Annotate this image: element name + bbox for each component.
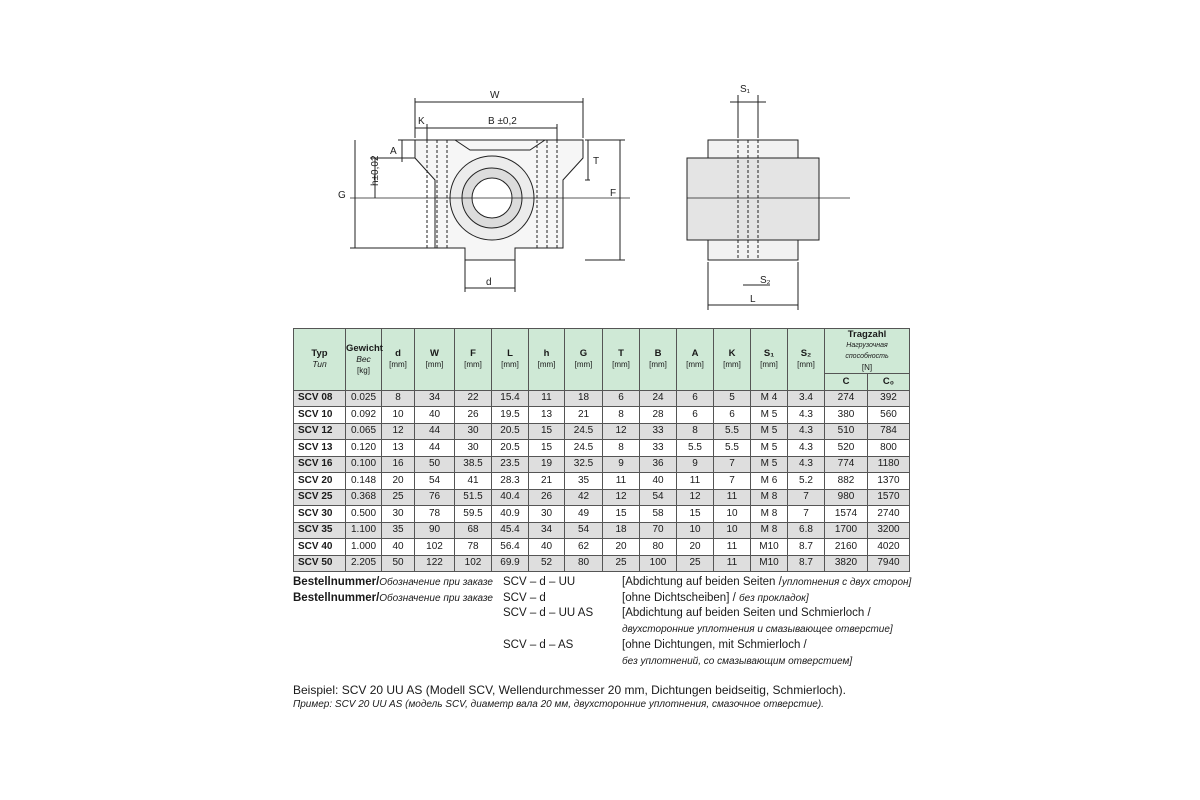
table-cell: 11 — [677, 473, 714, 490]
example-de: Beispiel: SCV 20 UU AS (Modell SCV, Wellendurchmesser 20 mm, Dichtungen beidseitig, Schmierloch). — [293, 683, 846, 697]
header-d: d [mm] — [382, 329, 415, 391]
table-row — [294, 456, 910, 473]
header-t: T [mm] — [603, 329, 640, 391]
table-cell: 0.065 — [346, 423, 382, 440]
table-cell: 44 — [415, 423, 455, 440]
dim-f: F — [610, 188, 617, 199]
table-cell: 2.205 — [346, 555, 382, 572]
table-cell: 12 — [382, 423, 415, 440]
order-code-uuas: SCV – d – UU AS — [503, 607, 594, 619]
table-cell: 76 — [415, 489, 455, 506]
table-cell-type: SCV 12 — [294, 423, 346, 440]
order-desc-as-ru: без уплотнений, со смазывающим отверстием] — [622, 656, 853, 667]
table-cell: 36 — [640, 456, 677, 473]
spec-table — [293, 328, 910, 572]
table-cell: 774 — [825, 456, 868, 473]
table-cell: 13 — [382, 440, 415, 457]
table-cell: 102 — [415, 539, 455, 556]
table-cell: 10 — [677, 522, 714, 539]
table-cell: 800 — [868, 440, 910, 457]
table-cell: 3200 — [868, 522, 910, 539]
table-row — [294, 539, 910, 556]
table-cell: 7 — [714, 456, 751, 473]
table-cell: 4020 — [868, 539, 910, 556]
table-cell-type: SCV 10 — [294, 407, 346, 424]
table-cell: 510 — [825, 423, 868, 440]
table-cell: M 5 — [751, 407, 788, 424]
table-cell: 6 — [714, 407, 751, 424]
table-cell: 0.092 — [346, 407, 382, 424]
table-cell: 11 — [714, 555, 751, 572]
table-cell: 6 — [677, 390, 714, 407]
header-c: C — [825, 374, 868, 391]
table-cell: 380 — [825, 407, 868, 424]
dim-a: A — [390, 146, 397, 157]
table-cell: 20 — [603, 539, 640, 556]
table-cell: 24.5 — [565, 423, 603, 440]
table-cell-type: SCV 40 — [294, 539, 346, 556]
table-cell: 15.4 — [492, 390, 529, 407]
table-cell: 12 — [603, 489, 640, 506]
table-cell: M 8 — [751, 506, 788, 523]
header-l: L [mm] — [492, 329, 529, 391]
table-cell: 8 — [677, 423, 714, 440]
technical-drawings — [330, 80, 860, 320]
order-label-1: Bestellnummer/Обозначение при заказе — [293, 576, 493, 588]
order-desc-uuas-ru: двухсторонние уплотнения и смазывающее отверстие] — [622, 624, 893, 635]
table-cell: 7940 — [868, 555, 910, 572]
table-cell: 41 — [455, 473, 492, 490]
table-cell: 20 — [677, 539, 714, 556]
table-cell: 78 — [455, 539, 492, 556]
table-cell: 16 — [382, 456, 415, 473]
header-load: Tragzahl Нагрузочная способность [N] — [825, 329, 910, 374]
table-cell: 15 — [677, 506, 714, 523]
table-cell: 49 — [565, 506, 603, 523]
table-cell: 25 — [382, 489, 415, 506]
table-cell: 69.9 — [492, 555, 529, 572]
table-cell: 22 — [455, 390, 492, 407]
table-cell: 51.5 — [455, 489, 492, 506]
dim-t: T — [593, 156, 600, 167]
table-cell: 33 — [640, 423, 677, 440]
dim-l: L — [750, 294, 756, 305]
table-cell: 20.5 — [492, 440, 529, 457]
table-cell: 34 — [529, 522, 565, 539]
table-cell: 20.5 — [492, 423, 529, 440]
table-cell: 35 — [382, 522, 415, 539]
table-cell: 25 — [677, 555, 714, 572]
table-cell: 10 — [714, 506, 751, 523]
table-cell-type: SCV 50 — [294, 555, 346, 572]
table-cell: 78 — [415, 506, 455, 523]
table-cell: 100 — [640, 555, 677, 572]
order-desc-plain: [ohne Dichtscheiben] / без прокладок] — [622, 592, 809, 604]
table-cell: 6.8 — [788, 522, 825, 539]
table-cell: 15 — [603, 506, 640, 523]
table-row — [294, 390, 910, 407]
header-weight: Gewicht Вес [kg] — [346, 329, 382, 391]
table-cell: 1180 — [868, 456, 910, 473]
table-cell: 40.9 — [492, 506, 529, 523]
table-cell: 1570 — [868, 489, 910, 506]
table-cell: 21 — [529, 473, 565, 490]
table-cell: 520 — [825, 440, 868, 457]
table-cell: 0.148 — [346, 473, 382, 490]
table-row — [294, 473, 910, 490]
order-desc-as: [ohne Dichtungen, mit Schmierloch / — [622, 639, 807, 651]
table-cell: 0.120 — [346, 440, 382, 457]
table-cell: M10 — [751, 555, 788, 572]
table-cell-type: SCV 13 — [294, 440, 346, 457]
table-cell: 1.000 — [346, 539, 382, 556]
table-cell: 7 — [714, 473, 751, 490]
table-cell: 980 — [825, 489, 868, 506]
table-cell: 18 — [603, 522, 640, 539]
example-ru: Пример: SCV 20 UU AS (модель SCV, диаметр вала 20 мм, двухсторонние уплотнения, смазочное отверстие). — [293, 699, 824, 710]
table-cell: 52 — [529, 555, 565, 572]
order-desc-uuas: [Abdichtung auf beiden Seiten und Schmierloch / — [622, 607, 871, 619]
table-cell: 13 — [529, 407, 565, 424]
table-row — [294, 440, 910, 457]
header-b: B [mm] — [640, 329, 677, 391]
table-cell: 10 — [714, 522, 751, 539]
table-cell: 54 — [565, 522, 603, 539]
table-cell: 560 — [868, 407, 910, 424]
table-cell: 40 — [382, 539, 415, 556]
header-s1: S₁ [mm] — [751, 329, 788, 391]
table-cell: 9 — [603, 456, 640, 473]
table-cell: 2740 — [868, 506, 910, 523]
table-cell: 56.4 — [492, 539, 529, 556]
table-cell: 45.4 — [492, 522, 529, 539]
table-cell: 392 — [868, 390, 910, 407]
table-cell: M 4 — [751, 390, 788, 407]
order-desc-uu: [Abdichtung auf beiden Seiten /уплотнения с двух сторон] — [622, 576, 912, 588]
table-cell: 80 — [565, 555, 603, 572]
table-cell: 0.025 — [346, 390, 382, 407]
table-cell: 274 — [825, 390, 868, 407]
table-cell: 62 — [565, 539, 603, 556]
table-cell: 20 — [382, 473, 415, 490]
table-cell: 12 — [677, 489, 714, 506]
table-cell: 59.5 — [455, 506, 492, 523]
table-cell: 5.2 — [788, 473, 825, 490]
table-cell: 6 — [603, 390, 640, 407]
table-cell: 1700 — [825, 522, 868, 539]
table-cell: 23.5 — [492, 456, 529, 473]
table-cell: 21 — [565, 407, 603, 424]
table-cell-type: SCV 30 — [294, 506, 346, 523]
dim-d: d — [486, 277, 492, 288]
table-cell: 40 — [415, 407, 455, 424]
table-cell: 7 — [788, 489, 825, 506]
table-cell: 1.100 — [346, 522, 382, 539]
table-cell: 102 — [455, 555, 492, 572]
table-cell: 7 — [788, 506, 825, 523]
table-cell: 54 — [640, 489, 677, 506]
table-cell: 28.3 — [492, 473, 529, 490]
header-a: A [mm] — [677, 329, 714, 391]
order-code-plain: SCV – d — [503, 592, 546, 604]
table-cell: 50 — [382, 555, 415, 572]
table-cell: 38.5 — [455, 456, 492, 473]
spec-table-body — [294, 390, 910, 572]
table-cell: 54 — [415, 473, 455, 490]
dim-w: W — [490, 90, 500, 101]
table-cell: 24 — [640, 390, 677, 407]
table-cell: 11 — [529, 390, 565, 407]
table-cell: 50 — [415, 456, 455, 473]
header-h: h [mm] — [529, 329, 565, 391]
table-cell: 882 — [825, 473, 868, 490]
table-cell: 3.4 — [788, 390, 825, 407]
header-c0: C₀ — [868, 374, 910, 391]
table-cell: 15 — [529, 440, 565, 457]
table-cell: 12 — [603, 423, 640, 440]
table-cell: 8.7 — [788, 555, 825, 572]
table-cell: 8.7 — [788, 539, 825, 556]
table-cell: 5.5 — [714, 440, 751, 457]
header-type: Typ Тип — [294, 329, 346, 391]
table-cell: 30 — [382, 506, 415, 523]
table-cell: 90 — [415, 522, 455, 539]
table-cell: 44 — [415, 440, 455, 457]
table-cell: 4.3 — [788, 440, 825, 457]
table-cell: 8 — [603, 407, 640, 424]
dim-k: K — [418, 116, 425, 127]
order-code-uu: SCV – d – UU — [503, 576, 576, 588]
table-cell: 11 — [714, 539, 751, 556]
table-cell: 40 — [529, 539, 565, 556]
dim-h: h±0,02 — [370, 155, 381, 186]
table-cell: 40.4 — [492, 489, 529, 506]
table-cell: 30 — [455, 423, 492, 440]
table-cell: 40 — [640, 473, 677, 490]
table-cell: 0.368 — [346, 489, 382, 506]
table-cell: 30 — [529, 506, 565, 523]
table-cell: M10 — [751, 539, 788, 556]
table-cell: 1370 — [868, 473, 910, 490]
table-cell: 26 — [529, 489, 565, 506]
table-cell: M 5 — [751, 423, 788, 440]
dim-s1: S₁ — [740, 84, 751, 95]
table-cell: M 5 — [751, 456, 788, 473]
table-cell: 34 — [415, 390, 455, 407]
table-cell-type: SCV 16 — [294, 456, 346, 473]
table-cell-type: SCV 35 — [294, 522, 346, 539]
table-cell: 9 — [677, 456, 714, 473]
table-cell: 32.5 — [565, 456, 603, 473]
header-s2: S₂ [mm] — [788, 329, 825, 391]
table-cell: M 8 — [751, 489, 788, 506]
table-cell: 0.500 — [346, 506, 382, 523]
table-row — [294, 423, 910, 440]
drawing-svg — [330, 80, 860, 320]
table-cell: 3820 — [825, 555, 868, 572]
header-k: K [mm] — [714, 329, 751, 391]
table-cell: 2160 — [825, 539, 868, 556]
table-cell: 33 — [640, 440, 677, 457]
table-cell: 26 — [455, 407, 492, 424]
table-cell: 4.3 — [788, 456, 825, 473]
table-cell: 25 — [603, 555, 640, 572]
table-cell: 42 — [565, 489, 603, 506]
table-cell: 28 — [640, 407, 677, 424]
table-cell: 122 — [415, 555, 455, 572]
table-cell: M 5 — [751, 440, 788, 457]
table-row — [294, 489, 910, 506]
table-cell: 68 — [455, 522, 492, 539]
dim-b: B ±0,2 — [488, 116, 517, 127]
table-cell-type: SCV 25 — [294, 489, 346, 506]
table-cell: 80 — [640, 539, 677, 556]
table-cell: 70 — [640, 522, 677, 539]
table-cell: M 8 — [751, 522, 788, 539]
table-row — [294, 555, 910, 572]
table-cell: 24.5 — [565, 440, 603, 457]
table-cell: 19.5 — [492, 407, 529, 424]
order-label-2: Bestellnummer/Обозначение при заказе — [293, 592, 493, 604]
table-row — [294, 506, 910, 523]
table-cell: M 6 — [751, 473, 788, 490]
table-cell: 784 — [868, 423, 910, 440]
table-cell-type: SCV 20 — [294, 473, 346, 490]
header-g: G [mm] — [565, 329, 603, 391]
table-cell: 8 — [382, 390, 415, 407]
table-cell: 30 — [455, 440, 492, 457]
table-cell: 58 — [640, 506, 677, 523]
dim-g: G — [338, 190, 346, 201]
header-f: F [mm] — [455, 329, 492, 391]
table-cell: 6 — [677, 407, 714, 424]
table-cell: 35 — [565, 473, 603, 490]
table-cell: 8 — [603, 440, 640, 457]
table-cell-type: SCV 08 — [294, 390, 346, 407]
table-cell: 1574 — [825, 506, 868, 523]
table-cell: 11 — [714, 489, 751, 506]
order-code-as: SCV – d – AS — [503, 639, 574, 651]
table-cell: 5.5 — [677, 440, 714, 457]
table-row — [294, 522, 910, 539]
table-cell: 5.5 — [714, 423, 751, 440]
dim-s2: S₂ — [760, 275, 771, 286]
table-cell: 19 — [529, 456, 565, 473]
table-row — [294, 407, 910, 424]
table-cell: 10 — [382, 407, 415, 424]
table-cell: 15 — [529, 423, 565, 440]
table-cell: 5 — [714, 390, 751, 407]
table-cell: 4.3 — [788, 407, 825, 424]
header-w: W [mm] — [415, 329, 455, 391]
table-cell: 4.3 — [788, 423, 825, 440]
table-cell: 11 — [603, 473, 640, 490]
table-cell: 18 — [565, 390, 603, 407]
table-cell: 0.100 — [346, 456, 382, 473]
